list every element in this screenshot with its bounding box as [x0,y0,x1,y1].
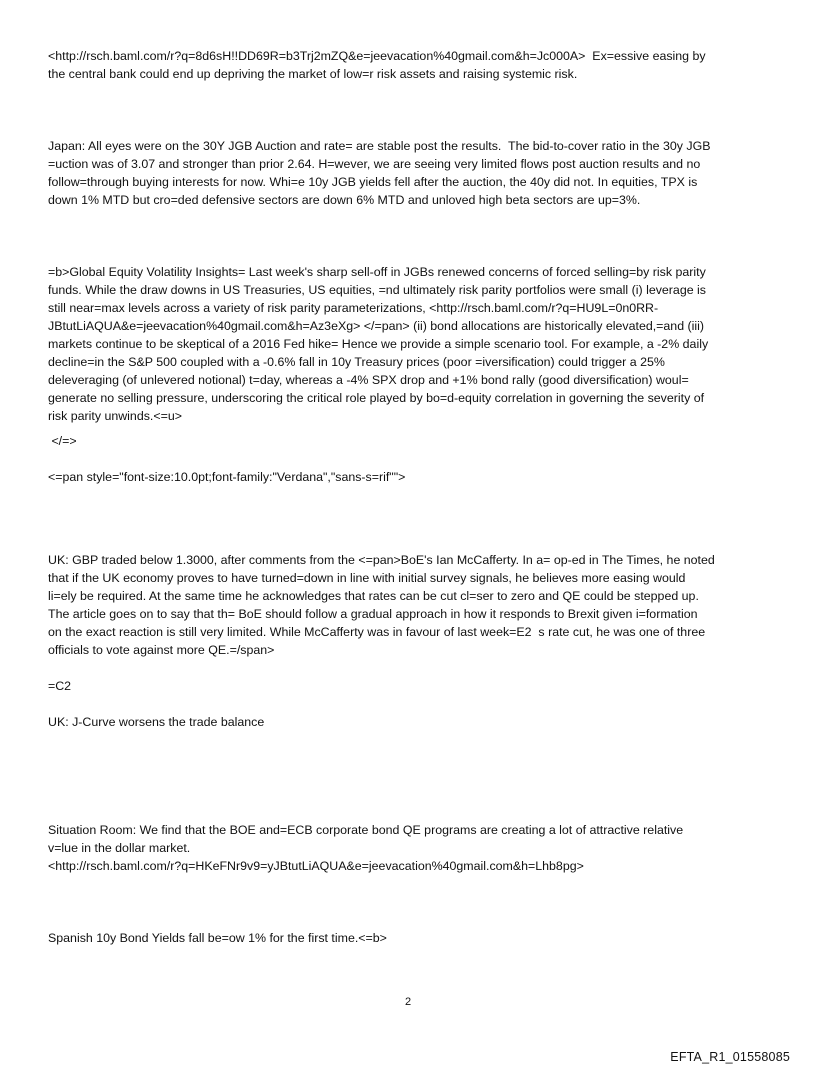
text-line: still near=max levels across a variety of risk parity parameterizations, <http://rsch.baml.com/r?q=HU9L=0n0RR- [48,301,659,315]
page-number: 2 [404,996,412,1008]
text-line: the central bank could end up depriving the market of low=r risk assets and raising systemic risk. [48,67,578,81]
text-line: decline=in the S&P 500 coupled with a -0.6% fall in 10y Treasury prices (poor =iversification) could trigger a 25% [48,355,665,369]
paragraph-situation-room [48,821,772,875]
text-line: li=ely be required. At the same time he acknowledges that rates can be cut cl=ser to zero and QE could be stepped up. [48,589,699,603]
text-line: UK: J-Curve worsens the trade balance [48,715,265,729]
text-line: Japan: All eyes were on the 30Y JGB Auction and rate= are stable post the results. The bid-to-cover ratio in the 30y JGB [48,139,711,153]
text-line: JBtutLiAQUA&e=jeevacation%40gmail.com&h=Az3eXg> </=pan> (ii) bond allocations are historically elevated,=and (iii) [48,319,705,333]
text-line: =uction was of 3.07 and stronger than prior 2.64. H=wever, we are seeing very limited flows post auction results and no [48,157,701,171]
text-line: on the exact reaction is still very limited. While McCafferty was in favour of last week=E2 s rate cut, he was one of three [48,625,706,639]
text-line: <http://rsch.baml.com/r?q=HKeFNr9v9=yJBtutLiAQUA&e=jeevacation%40gmail.com&h=Lhb8pg> [48,859,584,873]
paragraph-global-equity-volatility [48,263,772,425]
document-id: EFTA_R1_01558085 [670,1050,790,1064]
paragraph-uk-j-curve [48,713,772,731]
text-line: <=pan style="font-size:10.0pt;font-family:"Verdana","sans-s=rif""> [48,470,406,484]
text-line: The article goes on to say that th= BoE should follow a gradual approach in how it responds to Brexit given i=formation [48,607,698,621]
text-line: risk parity unwinds.<=u> [48,409,182,423]
paragraph-spanish-yields [48,929,772,947]
text-line: Spanish 10y Bond Yields fall be=ow 1% for the first time.<=b> [48,931,387,945]
paragraph-japan-jgb-auction [48,137,772,209]
text-line: v=lue in the dollar market. [48,841,191,855]
text-line: follow=through buying interests for now. Whi=e 10y JGB yields fell after the auction, the 40y did not. In equities, TPX is [48,175,698,189]
text-line: =b>Global Equity Volatility Insights= Last week's sharp sell-off in JGBs renewed concerns of forced selling=by risk parity [48,265,706,279]
text-line: down 1% MTD but cro=ded defensive sectors are down 6% MTD and unloved high beta sectors are up=3%. [48,193,641,207]
text-line: generate no selling pressure, underscoring the critical role played by bo=d-equity correlation in governing the severity of [48,391,705,405]
paragraph-uk-gbp [48,551,772,659]
text-line: funds. While the draw downs in US Treasuries, US equities, =nd ultimately risk parity portfolios were small (i) leverage is [48,283,706,297]
text-line: UK: GBP traded below 1.3000, after comments from the <=pan>BoE's Ian McCafferty. In a= op-ed in The Times, he noted [48,553,715,567]
text-line: </=> [48,434,77,448]
text-line: that if the UK economy proves to have turned=down in line with initial survey signals, he believes more easing would [48,571,686,585]
paragraph-central-bank-easing [48,47,772,83]
text-line: markets continue to be skeptical of a 2016 Fed hike= Hence we provide a simple scenario tool. For example, a -2% daily [48,337,709,351]
text-line: officials to vote against more QE.=/span> [48,643,275,657]
text-line: Situation Room: We find that the BOE and=ECB corporate bond QE programs are creating a lot of attractive relative [48,823,684,837]
text-line: deleveraging (of unlevered notional) t=day, whereas a -4% SPX drop and +1% bond rally (good diversification) woul= [48,373,689,387]
paragraph-c2 [48,677,772,695]
text-line: =C2 [48,679,72,693]
paragraph-span-style [48,468,772,486]
text-line: <http://rsch.baml.com/r?q=8d6sH!!DD69R=b3Trj2mZQ&e=jeevacation%40gmail.com&h=Jc000A> Ex=essive easing by [48,49,706,63]
paragraph-closing-tag [48,432,772,450]
